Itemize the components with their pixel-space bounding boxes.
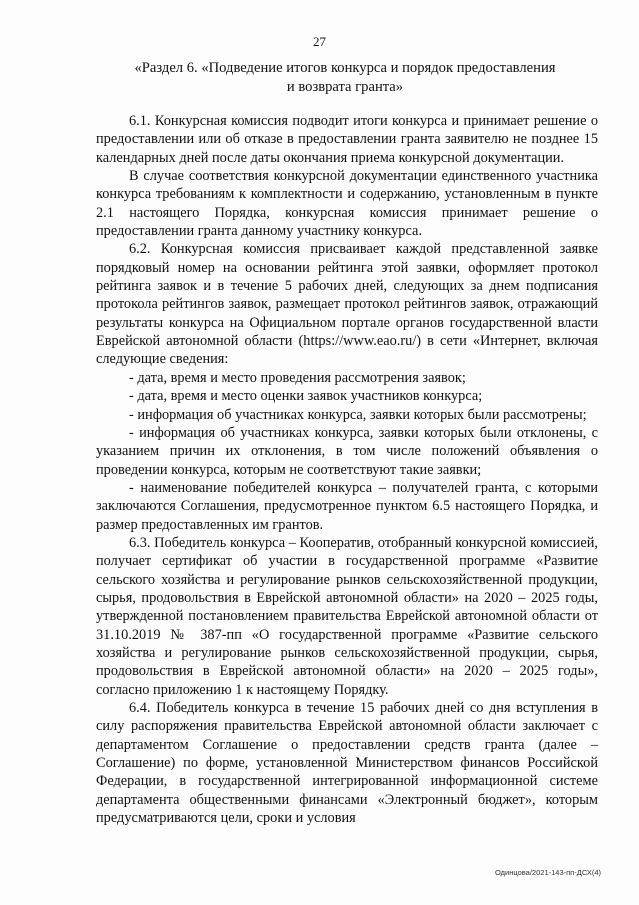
page-number: 27	[313, 34, 326, 49]
list-item: - дата, время и место оценки заявок участников конкурса;	[129, 388, 483, 405]
section-heading-line-2: и возврата гранта»	[286, 79, 404, 95]
list-item: - информация об участниках конкурса, заявки которых были отклонены, с указанием причин их отклонения, в том числе положений объявления о проведении конкурса, которым не соответствуют такие заявки;	[96, 424, 598, 478]
paragraph: 6.1. Конкурсная комиссия подводит итоги конкурса и принимает решение о предоставлении или об отказе в предоставлении гранта заявителю не позднее 15 календарных дней после даты окончания приема конкурсной документации.	[96, 113, 598, 166]
paragraph: 6.4. Победитель конкурса в течение 15 рабочих дней со дня вступления в силу распоряжения правительства Еврейской автономной области заключает с департаментом Соглашение о предоставлении средств гранта (далее – Соглашение) по форме, установленной Министерством финансов Российской Федерации, в государственной интегрированной информационной системе департамента общественными финансами «Электронный бюджет», которым предусматриваются цели, сроки и условия	[96, 700, 598, 827]
list-item: - дата, время и место проведения рассмотрения заявок;	[129, 369, 466, 386]
list-item: - наименование победителей конкурса – получателей гранта, с которыми заключаются Соглашения, предусмотренное пунктом 6.5 настоящего Порядка, и размер предоставленных им грантов.	[96, 479, 598, 533]
section-heading-line-1: «Раздел 6. «Подведение итогов конкурса и порядок предоставления	[134, 60, 556, 76]
paragraph: В случае соответствия конкурсной документации единственного участника конкурса требованиям к комплектности и содержанию, установленным в пункте 2.1 настоящего Порядка, конкурсная комиссия принимает решение о предоставлении гранта данному участнику конкурса.	[96, 168, 598, 240]
paragraph: 6.3. Победитель конкурса – Кооператив, отобранный конкурсной комиссией, получает сертификат об участии в государственной программе «Развитие сельского хозяйства и регулирование рынков сельскохозяйственной продукции, сырья, продовольствия в Еврейской автономной области» на 2020 – 2025 годы, утвержденной постановлением правительства Еврейской автономной области от 31.10.2019 № 387-пп «О государственной программе «Развитие сельского хозяйства и регулирование рынков сельскохозяйственной продукции, сырья, продовольствия в Еврейской автономной области» на 2020 – 2025 годы», согласно приложению 1 к настоящему Порядку.	[96, 534, 598, 698]
list-item: - информация об участниках конкурса, заявки которых были рассмотрены;	[129, 406, 587, 423]
section-heading	[95, 59, 595, 97]
document-footer-code: Одинцова/2021-143-пп-ДСХ(4)	[495, 868, 601, 877]
document-body	[96, 112, 598, 827]
paragraph: 6.2. Конкурсная комиссия присваивает каждой представленной заявке порядковый номер на основании рейтинга этой заявки, оформляет протокол рейтинга заявок и в течение 5 рабочих дней, следующих за днем подписания протокола рейтингов заявок, размещает протокол рейтингов заявок, отражающий результаты конкурса на Официальном портале органов государственной власти Еврейской автономной области (https://www.eao.ru/) в сети «Интернет, включая следующие сведения:	[96, 241, 598, 368]
